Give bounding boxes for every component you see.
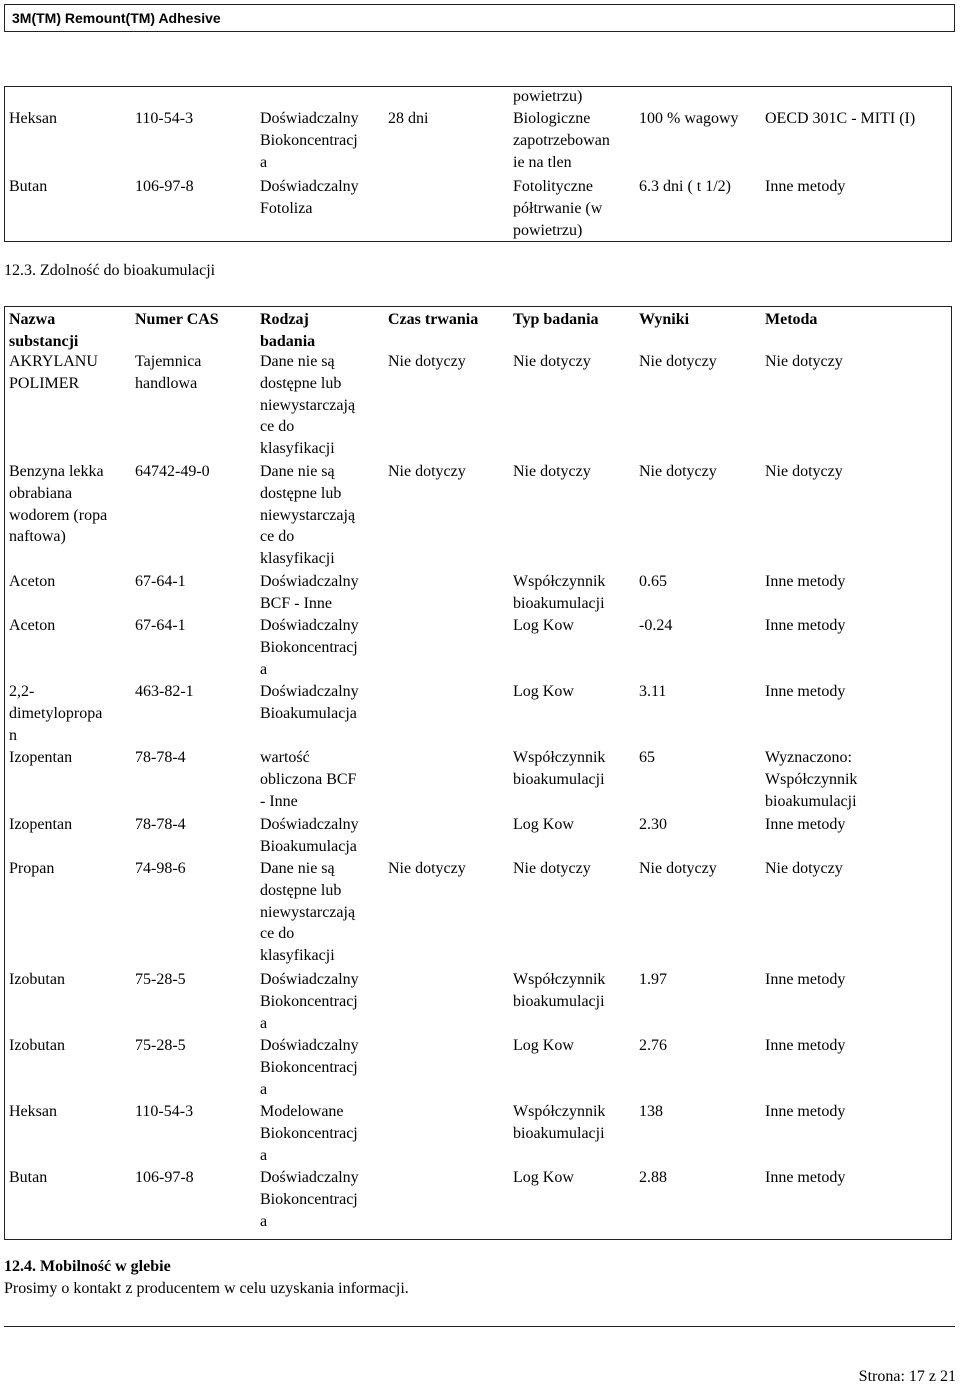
cell-substance: Heksan [9,110,57,127]
cell-substance: Butan [9,178,48,195]
cell-cas: 110-54-3 [135,110,194,127]
section-12-4-text: Prosimy o kontakt z producentem w celu uzyskania informacji. [4,1280,409,1297]
cell-study-type: Dane nie są dostępne lub niewystarczają ce do klasyfikacji [260,463,356,568]
cell-test-type: Fotolityczne półtrwanie (w powietrzu) [513,178,603,239]
cell-result: 2.88 [639,1169,667,1186]
cell-result: 2.30 [639,816,667,833]
header-result: Wyniki [639,311,690,328]
footer-divider [4,1326,955,1327]
cell-test-type: Współczynnik bioakumulacji [513,1103,606,1142]
cell-duration: Nie dotyczy [388,860,466,877]
cell-test-type: Log Kow [513,816,574,833]
cell-cas: 75-28-5 [135,971,186,988]
cell-substance: Aceton [9,573,56,590]
cell-result: 2.76 [639,1037,667,1054]
cell-study-type: Modelowane Biokoncentracj a [260,1103,358,1164]
cell-result: -0.24 [639,617,673,634]
cell-study-type: Doświadczalny Biokoncentracj a [260,110,359,171]
cell-study-type: Doświadczalny Biokoncentracj a [260,1037,359,1098]
cell-result: Nie dotyczy [639,860,717,877]
cell-method: Nie dotyczy [765,860,843,877]
cell-method: Inne metody [765,617,846,634]
cell-result: 0.65 [639,573,667,590]
cell-method: Inne metody [765,683,846,700]
cell-study-type: Doświadczalny Fotoliza [260,178,359,217]
cell-test-type: Log Kow [513,683,574,700]
cell-duration: 28 dni [388,110,429,127]
cell-test-type: Nie dotyczy [513,860,591,877]
degradation-table [4,86,952,242]
cell-method: Inne metody [765,1169,846,1186]
cell-study-type: Dane nie są dostępne lub niewystarczają ce do klasyfikacji [260,860,356,965]
header-study-type: Rodzaj badania [260,311,316,350]
cell-test-type: Log Kow [513,1037,574,1054]
continuation-text: powietrzu) [513,88,583,105]
cell-method: Inne metody [765,178,846,195]
cell-result: 138 [639,1103,663,1120]
cell-cas: 463-82-1 [135,683,194,700]
cell-test-type: Nie dotyczy [513,353,591,370]
header-test-type: Typ badania [513,311,599,328]
cell-test-type: Nie dotyczy [513,463,591,480]
cell-method: Inne metody [765,1037,846,1054]
cell-substance: Benzyna lekka obrabiana wodorem (ropa naftowa) [9,463,108,546]
cell-study-type: Doświadczalny Bioakumulacja [260,816,359,855]
cell-cas: 67-64-1 [135,573,186,590]
cell-cas: 74-98-6 [135,860,186,877]
cell-method: Inne metody [765,816,846,833]
cell-substance: Izobutan [9,1037,65,1054]
section-12-3-title: 12.3. Zdolność do bioakumulacji [4,262,216,279]
cell-substance: 2,2- dimetylopropa n [9,683,103,744]
cell-result: 3.11 [639,683,667,700]
cell-cas: 64742-49-0 [135,463,210,480]
cell-result: 65 [639,749,655,766]
cell-substance: Izopentan [9,816,73,833]
cell-method: Nie dotyczy [765,463,843,480]
cell-duration: Nie dotyczy [388,463,466,480]
cell-method: Inne metody [765,971,846,988]
cell-study-type: Doświadczalny Biokoncentracj a [260,971,359,1032]
cell-substance: Butan [9,1169,48,1186]
cell-substance: Izobutan [9,971,65,988]
header-substance: Nazwa substancji [9,311,79,350]
cell-study-type: Doświadczalny Bioakumulacja [260,683,359,722]
cell-study-type: Dane nie są dostępne lub niewystarczają ce do klasyfikacji [260,353,356,458]
cell-cas: Tajemnica handlowa [135,353,202,392]
cell-method: Nie dotyczy [765,353,843,370]
header-duration: Czas trwania [388,311,479,328]
section-12-4-title: 12.4. Mobilność w glebie [4,1258,171,1275]
cell-cas: 75-28-5 [135,1037,186,1054]
cell-result: 100 % wagowy [639,110,739,127]
document-header [4,4,955,32]
cell-cas: 78-78-4 [135,749,186,766]
cell-test-type: Biologiczne zapotrzebowan ie na tlen [513,110,610,171]
cell-test-type: Współczynnik bioakumulacji [513,573,606,612]
cell-substance: Propan [9,860,55,877]
cell-test-type: Log Kow [513,1169,574,1186]
cell-test-type: Log Kow [513,617,574,634]
cell-cas: 110-54-3 [135,1103,194,1120]
cell-method: Inne metody [765,1103,846,1120]
cell-study-type: Doświadczalny BCF - Inne [260,573,359,612]
cell-method: Inne metody [765,573,846,590]
cell-cas: 78-78-4 [135,816,186,833]
cell-cas: 106-97-8 [135,1169,194,1186]
cell-substance: Izopentan [9,749,73,766]
cell-test-type: Współczynnik bioakumulacji [513,749,606,788]
cell-cas: 106-97-8 [135,178,194,195]
cell-cas: 67-64-1 [135,617,186,634]
bioaccumulation-table [4,306,952,1240]
cell-substance: Aceton [9,617,56,634]
cell-result: 1.97 [639,971,667,988]
cell-duration: Nie dotyczy [388,353,466,370]
cell-study-type: Doświadczalny Biokoncentracj a [260,1169,359,1230]
cell-method: OECD 301C - MITI (I) [765,110,916,127]
cell-substance: AKRYLANU POLIMER [9,353,98,392]
cell-study-type: Doświadczalny Biokoncentracj a [260,617,359,678]
document-title: 3M(TM) Remount(TM) Adhesive [12,10,221,26]
header-cas: Numer CAS [135,311,219,328]
page-number: Strona: 17 z 21 [858,1368,956,1385]
cell-substance: Heksan [9,1103,57,1120]
cell-result: Nie dotyczy [639,463,717,480]
header-method: Metoda [765,311,818,328]
cell-method: Wyznaczono: Współczynnik bioakumulacji [765,749,858,810]
cell-test-type: Współczynnik bioakumulacji [513,971,606,1010]
cell-study-type: wartość obliczona BCF - Inne [260,749,357,810]
cell-result: Nie dotyczy [639,353,717,370]
cell-result: 6.3 dni ( t 1/2) [639,178,731,195]
